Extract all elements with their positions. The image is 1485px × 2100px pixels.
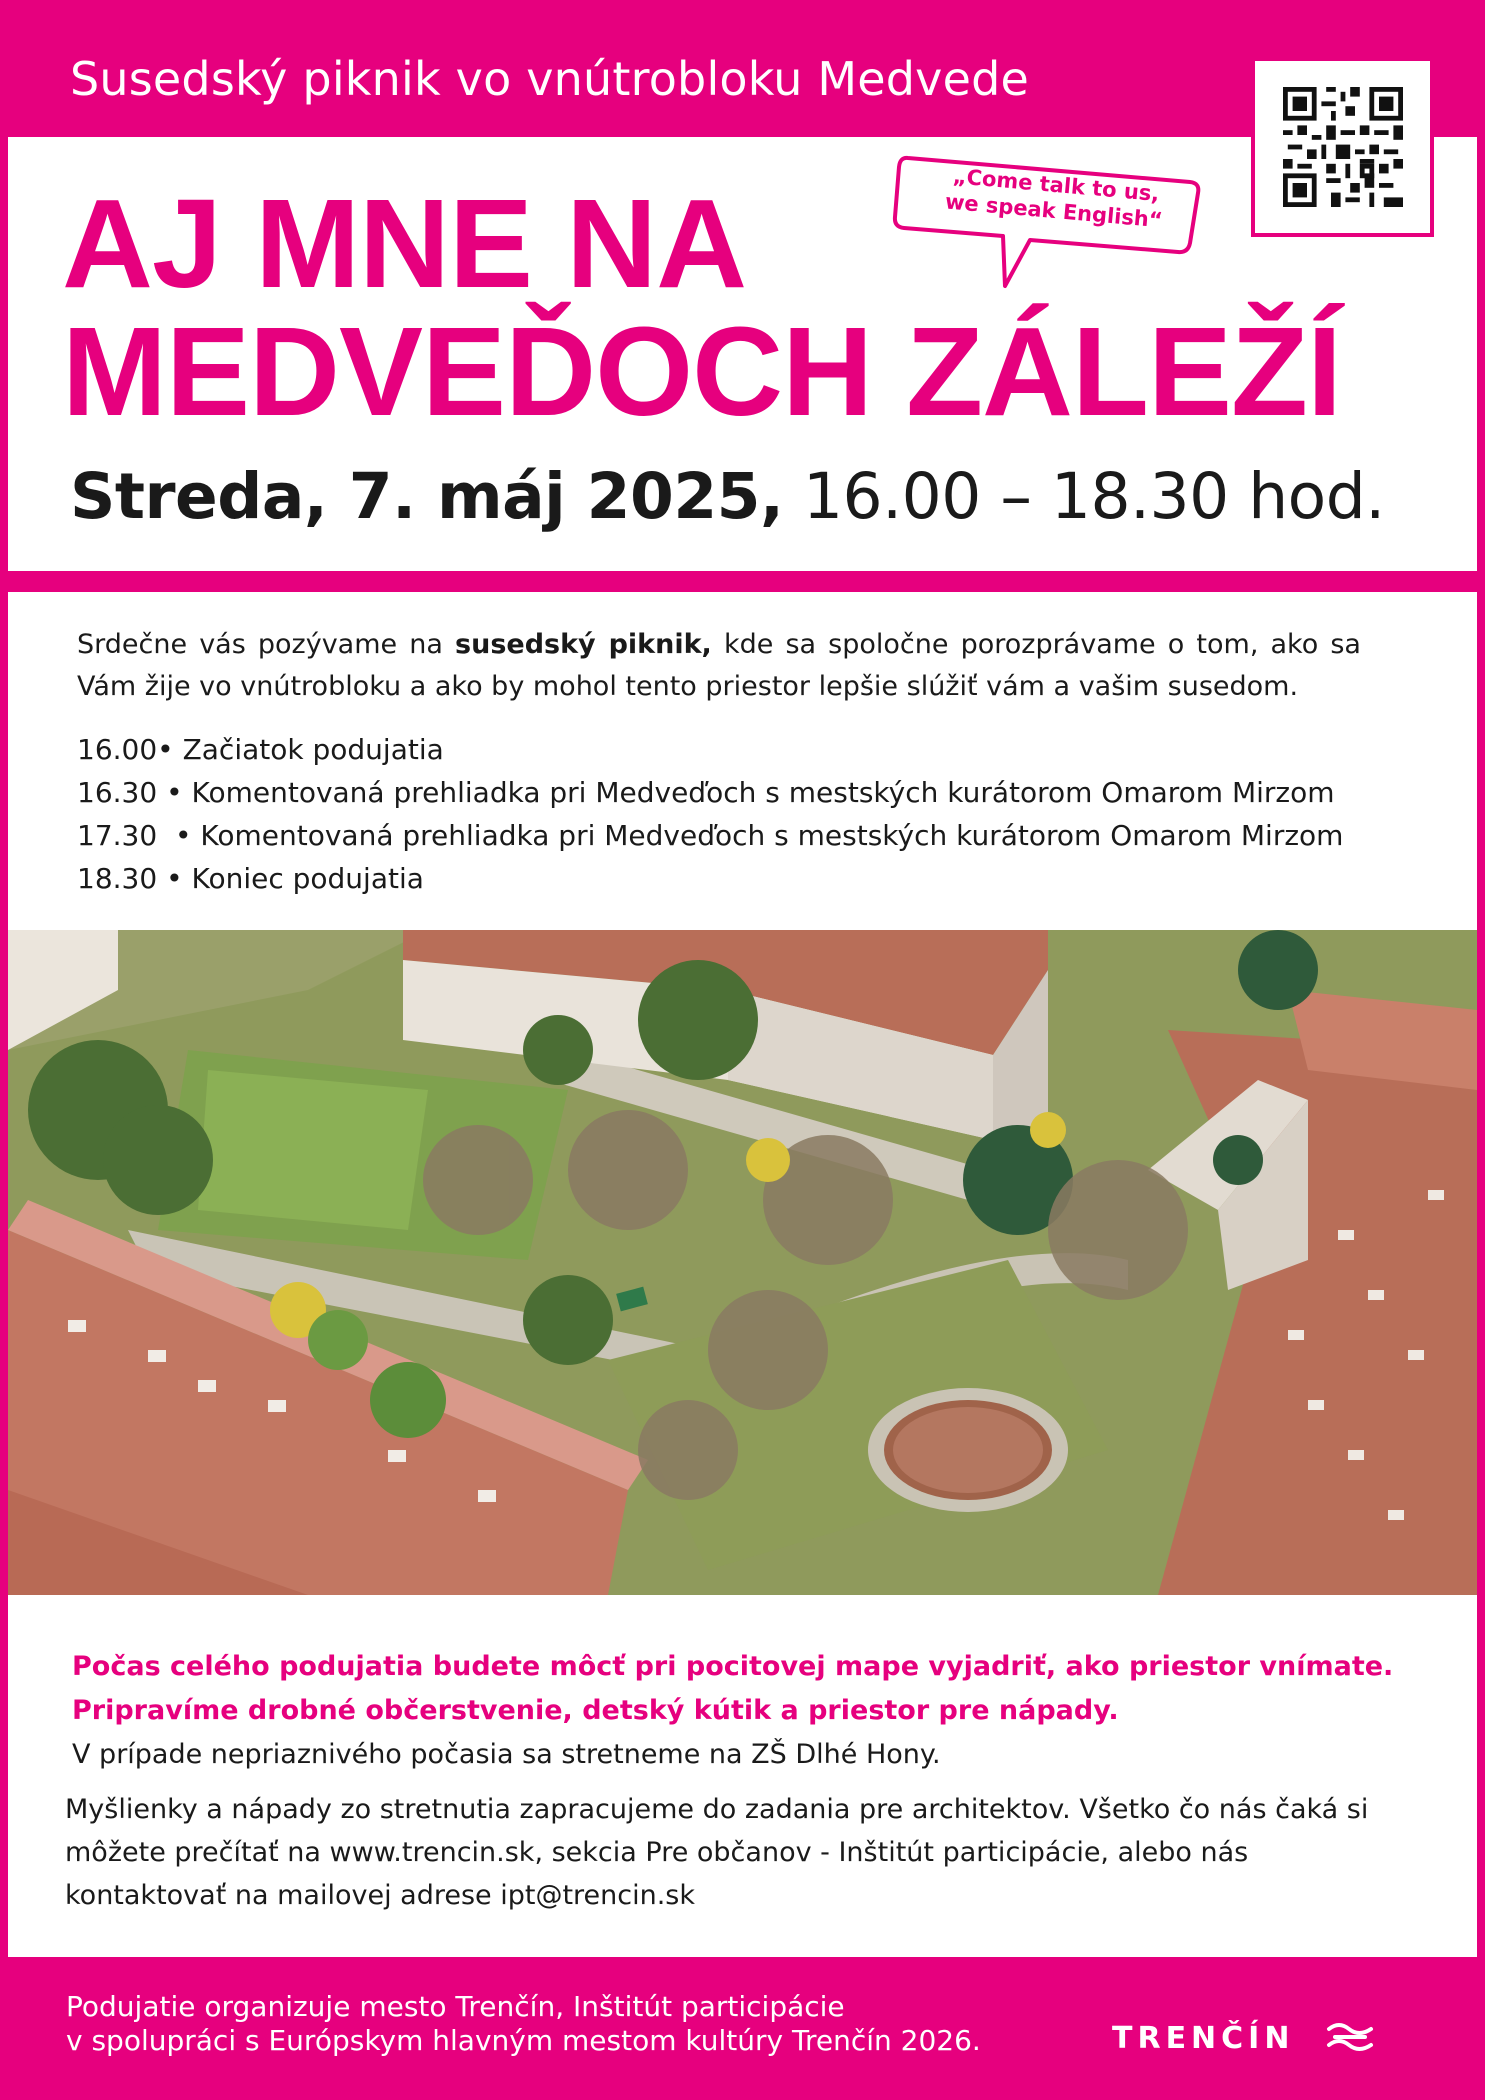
weather-note: V prípade nepriaznivého počasia sa stretneme na ZŠ Dlhé Hony.	[72, 1739, 941, 1770]
headline-line-1: AJ MNE NA	[62, 173, 747, 314]
schedule-time: 16.00	[77, 733, 158, 766]
event-date	[70, 460, 1385, 533]
schedule-text: • Komentovaná prehliadka pri Medveďoch s mestských kurátorom Omarom Mirzom	[157, 776, 1335, 809]
schedule-item	[77, 857, 1343, 900]
speech-bubble-text: „Come talk to us, we speak English“	[944, 164, 1164, 233]
aerial-courtyard-image	[8, 930, 1477, 1595]
intro-text-end: kde sa spoločne porozprávame o tom, ako sa Vám žije vo vnútrobloku a ako by mohol tento priestor lepšie slúžiť vám a vašim susedom.	[77, 629, 1361, 702]
schedule-item	[77, 728, 1343, 771]
schedule-item	[77, 771, 1343, 814]
headline	[62, 173, 1342, 442]
frame-right	[1477, 0, 1485, 2100]
trencin-logo-icon	[1325, 2020, 1375, 2054]
schedule-list	[77, 728, 1343, 900]
event-type-title: Susedský piknik vo vnútrobloku Medvede	[70, 52, 1029, 106]
schedule-text: • Komentovaná prehliadka pri Medveďoch s mestských kurátorom Omarom Mirzom	[157, 819, 1344, 852]
intro-text-bold: susedský piknik,	[455, 629, 712, 660]
schedule-time: 16.30	[77, 776, 158, 809]
trencin-logo-text: TRENČÍN	[1112, 2021, 1295, 2056]
event-time: 16.00 – 18.30 hod.	[783, 460, 1385, 533]
aerial-photo	[8, 930, 1477, 1595]
pink-note-refreshments: Pripravíme drobné občerstvenie, detský kútik a priestor pre nápady.	[72, 1695, 1119, 1726]
schedule-time: 18.30	[77, 862, 158, 895]
ideas-paragraph: Myšlienky a nápady zo stretnutia zapracujeme do zadania pre architektov. Všetko čo nás čaká si môžete prečítať na www.trencin.sk, sekcia Pre občanov - Inštitút participácie, alebo nás kontaktovať na mailovej adrese ipt@trencin.sk	[65, 1794, 1369, 1911]
schedule-item	[77, 814, 1343, 857]
event-date-day: Streda, 7. máj 2025,	[70, 460, 784, 533]
schedule-text: • Začiatok podujatia	[157, 733, 444, 766]
pink-notes	[72, 1645, 1393, 1733]
frame-left	[0, 0, 8, 2100]
schedule-time: 17.30	[77, 819, 158, 852]
headline-line-2: MEDVEĎOCH ZÁLEŽÍ	[62, 301, 1342, 442]
footer-organizer	[66, 1990, 981, 2058]
footer-line-1: Podujatie organizuje mesto Trenčín, Inštitút participácie	[66, 1990, 845, 2023]
divider-band	[0, 571, 1485, 592]
schedule-text: • Koniec podujatia	[157, 862, 424, 895]
pink-note-feeling-map: Počas celého podujatia budete môcť pri pocitovej mape vyjadriť, ako priestor vnímate.	[72, 1651, 1394, 1682]
footer-line-2: v spolupráci s Európskym hlavným mestom kultúry Trenčín 2026.	[66, 2024, 981, 2057]
intro-paragraph	[77, 624, 1361, 708]
intro-text-start: Srdečne vás pozývame na	[77, 629, 456, 660]
